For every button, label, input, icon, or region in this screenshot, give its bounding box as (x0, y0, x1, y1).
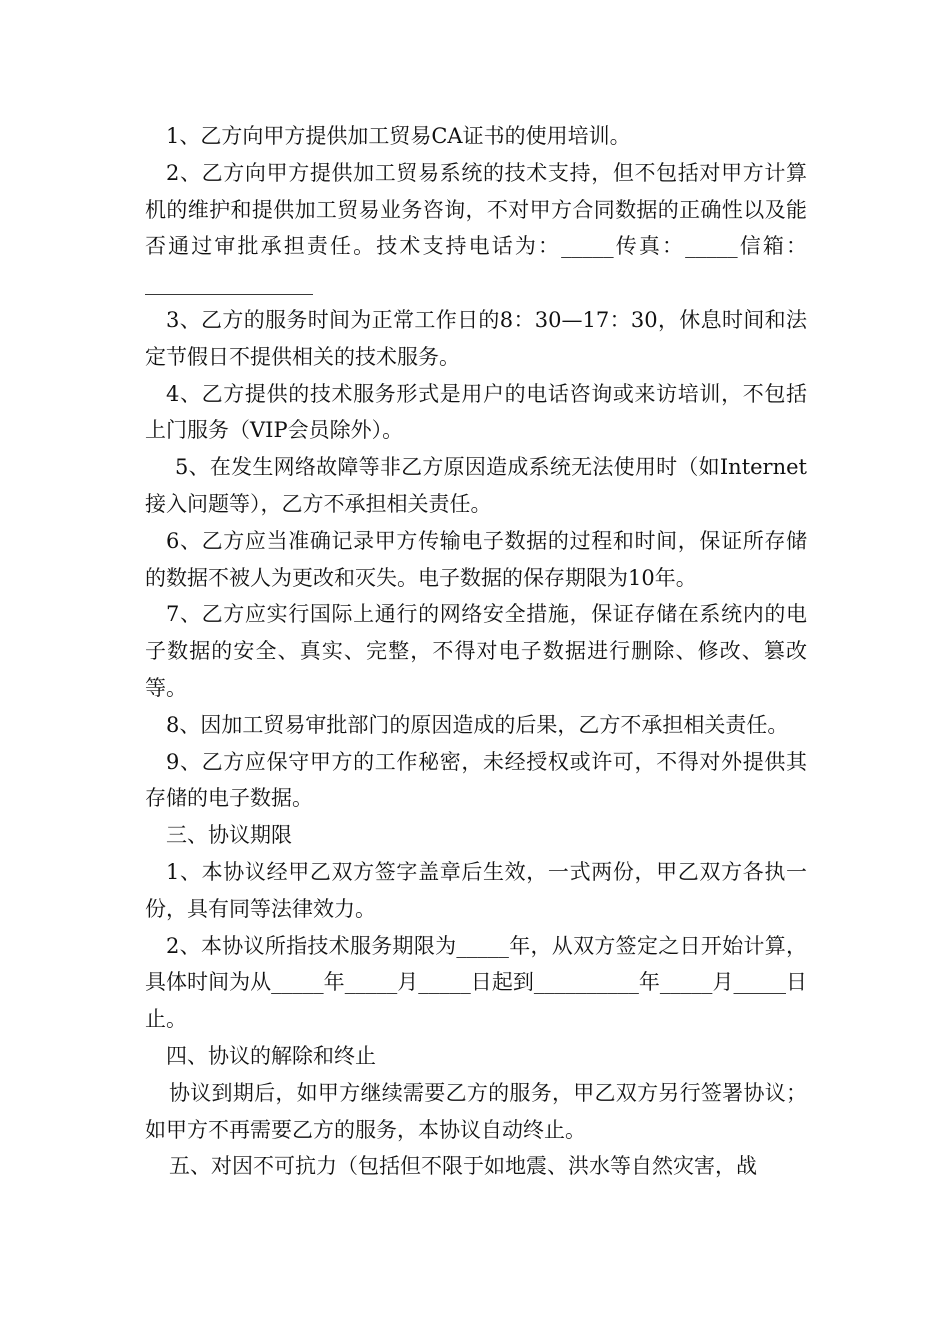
paragraph-service-5: 5、在发生网络故障等非乙方原因造成系统无法使用时（如Internet接入问题等），乙方不承担相关责任。 (145, 455, 807, 516)
paragraph-term-1: 1、本协议经甲乙双方签字盖章后生效，一式两份，甲乙双方各执一份，具有同等法律效力。 (145, 859, 807, 921)
paragraph-service-9: 9、乙方应保守甲方的工作秘密，未经授权或许可，不得对外提供其存储的电子数据。 (145, 749, 807, 811)
section-heading-termination: 四、协议的解除和终止 (166, 1043, 376, 1068)
section-heading-term: 三、协议期限 (166, 823, 292, 848)
paragraph-service-3: 3、乙方的服务时间为正常工作日的8：30—17：30，休息时间和法定节假日不提供相关的技术服务。 (145, 307, 807, 369)
paragraph-service-2: 2、乙方向甲方提供加工贸易系统的技术支持，但不包括对甲方计算机的维护和提供加工贸易业务咨询，不对甲方合同数据的正确性以及能否通过审批承担责任。技术支持电话为：_____传真：_____信箱：________________ (145, 160, 807, 296)
paragraph-term-2: 2、本协议所指技术服务期限为_____年，从双方签定之日开始计算，具体时间为从_____年_____月_____日起到__________年_____月_____日止。 (145, 933, 807, 1032)
paragraph-service-8: 8、因加工贸易审批部门的原因造成的后果，乙方不承担相关责任。 (166, 712, 789, 737)
paragraph-force-majeure: 五、对因不可抗力（包括但不限于如地震、洪水等自然灾害，战 (169, 1154, 757, 1179)
paragraph-service-7: 7、乙方应实行国际上通行的网络安全措施，保证存储在系统内的电子数据的安全、真实、完整，不得对电子数据进行删除、修改、篡改等。 (145, 602, 807, 700)
paragraph-service-1: 1、乙方向甲方提供加工贸易CA证书的使用培训。 (166, 124, 631, 148)
document-body (145, 118, 807, 1185)
paragraph-termination: 协议到期后，如甲方继续需要乙方的服务，甲乙双方另行签署协议；如甲方不再需要乙方的服务，本协议自动终止。 (145, 1080, 807, 1142)
paragraph-service-4: 4、乙方提供的技术服务形式是用户的电话咨询或来访培训，不包括上门服务（VIP会员除外）。 (145, 381, 807, 443)
paragraph-service-6: 6、乙方应当准确记录甲方传输电子数据的过程和时间，保证所存储的数据不被人为更改和灭失。电子数据的保存期限为10年。 (145, 528, 807, 590)
